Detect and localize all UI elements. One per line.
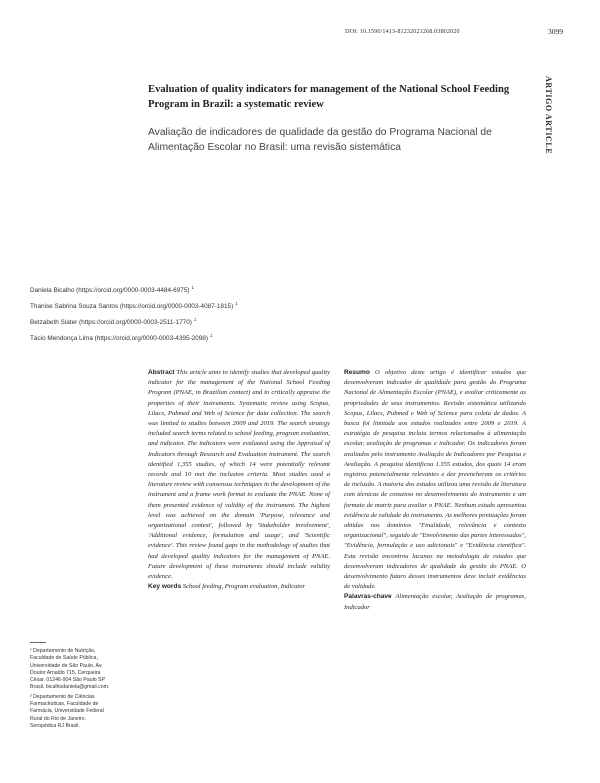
- page-number: 3099: [548, 27, 563, 36]
- affiliation-divider: [30, 642, 46, 643]
- title-portuguese: Avaliação de indicadores de qualidade da gestão do Programa Nacional de Alimentação Escolar no Brasil: uma revisão sistemática: [148, 127, 492, 153]
- author: Daniela Bicalho (https://orcid.org/0000-0003-4484-6975) $^1$: [30, 285, 195, 294]
- keywords-label: Key words: [148, 583, 182, 591]
- palavras-chave-label: Palavras-chave: [344, 593, 392, 601]
- affiliations: [30, 648, 110, 732]
- affiliation: ² Departamento de Ciências Farmacêuticas, Faculdade de Farmácia, Universidade Federal Rural do Rio de Janeiro. Seropédica RJ Brasil.: [30, 693, 104, 729]
- keywords-text: School feeding, Program evaluation, Indicator: [182, 583, 306, 591]
- section-label: ARTIGO ARTICLE: [544, 76, 553, 155]
- author: Thanise Sabrina Souza Santos (https://orcid.org/0000-0003-4087-1815) $^1$: [30, 301, 238, 310]
- abstract-text: This article aims to identify studies that developed quality indicator for the management of the National School Feeding Program (PNAE, in Brazilian contect) and to critically appraise the properties of their instruments. Systematic review using Scopus, Lilacs, Pubmed and Web of Science for data collection. The search was limited to studies between 2009 and 2019. The search strategy included search terms related to school feeding, program evaluation, and indicator. The indicators were evaluated using the Appraisal of Indicators through Research and Evaluation instrument. The search identified 1,355 studies, of which 14 were potentially relevant records and 10 met the inclusion criteria. Most studies used a literature review with consensus techniques in the development of the instrument and a frame work format to evaluate the PNAE. None of them presented evidence of validity of the instrument. The highest level was achieved on the domain 'Purpose, relevance and organizational context', followed by 'Stakeholder involvement', 'Additional evidence, formulation and usage', and 'Scientific evidence'. This review found gaps in the methodology of studies that had developed quality indicators for the management of PNAE. Future development of these instruments should include validity evidence.: [148, 369, 330, 581]
- resumo-label: Resumo: [344, 369, 370, 376]
- abstract: [148, 368, 330, 592]
- keywords: [148, 582, 330, 592]
- title-english: Evaluation of quality indicators for management of the National School Feeding Program in Brazil: a systematic review: [148, 84, 510, 110]
- palavras-chave-text: Alimentação escolar, Avaliação de programas, Indicador: [344, 593, 526, 611]
- author: Betzabeth Slater (https://orcid.org/0000-0003-2511-1770) $^1$: [30, 317, 197, 326]
- resumo: [344, 368, 526, 613]
- doi: DOI: 10.1590/1413-81232021268.03802020: [345, 28, 460, 35]
- affiliation: ¹ Departamento de Nutrição, Faculdade de Saúde Pública, Universidade de São Paulo. Av. Doutor Arnaldo 715, Cerqueira César. 01246-904 São Paulo SP Brasil. bicalhodaniela@gmail.com.: [30, 648, 110, 691]
- author-list: [30, 281, 238, 345]
- palavras-chave: [344, 592, 526, 612]
- abstract-label: Abstract: [148, 369, 175, 376]
- section-tab: [542, 76, 562, 166]
- resumo-text: O objetivo deste artigo é identificar estudos que desenvolveram indicador de qualidade para gestão do Programa Nacional de Alimentação Escolar (PNAE), e avaliar criticamente as propriedades de seus instrumentos. Revisão sistemática utilizando Scopus, Lilacs, Pubmed e Web of Science para coleta de dados. A busca foi limitada aos estudos realizados entre 2009 e 2019. A estratégia de pesquisa incluiu termos relacionados à alimentação escolar, avaliação de programas e indicador. Os indicadores foram avaliados pelo instrumento Avaliação de Indicadores por Pesquisa e Avaliação. A pesquisa identificou 1.355 estudos, dos quais 14 eram registros potencialmente relevantes e dez preencheram os critérios de inclusão. A maioria dos estudos utilizou uma revisão de literatura com técnicas de consenso no desenvolvimento do instrumento e um formato de matriz para avaliar o PNAE. Nenhum estudo apresentou evidência de validade do instrumento. As melhores pontuações foram obtidas nos domínios "Finalidade, relevância e contexto organizacional", seguido de "Envolvimento das partes interessadas", "Evidência, formulação e uso adicionais" e "Evidência científica". Esta revisão encontrou lacunas na metodologia de estudos que desenvolveram indicadores de qualidade da gestão do PNAE. O desenvolvimento futuro desses instrumentos deve incluir evidências de validade.: [344, 369, 527, 591]
- author: Tácio Mendonça Lima (https://orcid.org/0000-0003-4395-2098) $^1$: [30, 333, 213, 342]
